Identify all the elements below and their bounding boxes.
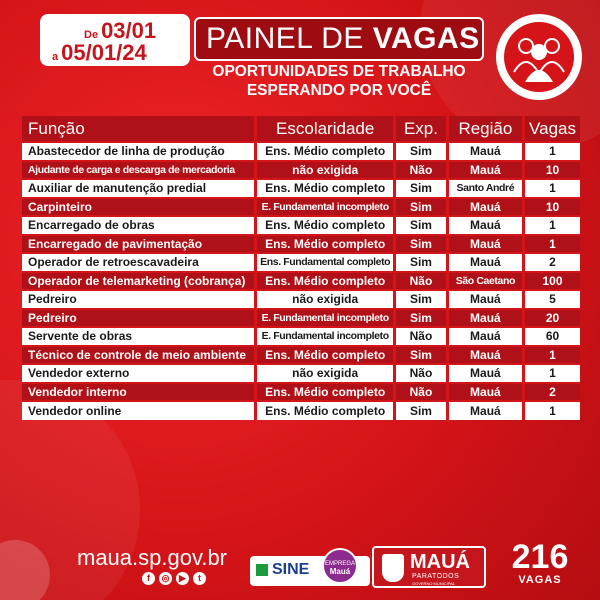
total-vagas-badge [504, 540, 576, 590]
cell-exp: Não [395, 383, 448, 402]
table-header-row [22, 116, 580, 142]
col-regiao: Região [447, 116, 523, 142]
cell-vagas: 5 [524, 290, 580, 309]
cell-escolaridade: não exigida [256, 161, 395, 180]
cell-escolaridade: não exigida [256, 364, 395, 383]
cell-vagas: 1 [524, 346, 580, 365]
cell-exp: Sim [395, 290, 448, 309]
table-row [22, 253, 580, 272]
cell-funcao: Operador de retroescavadeira [22, 253, 256, 272]
cell-escolaridade: Ens. Médio completo [256, 383, 395, 402]
cell-regiao: São Caetano [447, 272, 523, 291]
emprega-maua-logo [322, 548, 358, 584]
table-row [22, 216, 580, 235]
cell-exp: Sim [395, 179, 448, 198]
total-vagas-number: 216 [511, 538, 569, 576]
instagram-icon[interactable]: ◎ [159, 572, 172, 585]
cell-regiao: Mauá [447, 161, 523, 180]
table-row [22, 161, 580, 180]
cell-regiao: Mauá [447, 309, 523, 328]
cell-escolaridade: não exigida [256, 290, 395, 309]
cell-vagas: 1 [524, 179, 580, 198]
col-escolaridade: Escolaridade [256, 116, 395, 142]
cell-vagas: 2 [524, 253, 580, 272]
table-row [22, 364, 580, 383]
cell-vagas: 1 [524, 235, 580, 254]
emprega-line1: EMPREGA [324, 561, 355, 567]
table-row [22, 272, 580, 291]
cell-funcao: Encarregado de obras [22, 216, 256, 235]
table-row [22, 142, 580, 161]
sine-label: SINE [272, 561, 310, 578]
cell-regiao: Mauá [447, 290, 523, 309]
cell-exp: Sim [395, 346, 448, 365]
cell-funcao: Ajudante de carga e descarga de mercadoria [22, 161, 256, 180]
cell-regiao: Mauá [447, 142, 523, 161]
cell-regiao: Mauá [447, 198, 523, 217]
cell-vagas: 2 [524, 383, 580, 402]
cell-vagas: 100 [524, 272, 580, 291]
cell-exp: Sim [395, 253, 448, 272]
facebook-icon[interactable]: f [142, 572, 155, 585]
table-row [22, 179, 580, 198]
page-title [194, 17, 484, 61]
cell-funcao: Pedreiro [22, 290, 256, 309]
subtitle [196, 62, 482, 100]
cell-escolaridade: E. Fundamental incompleto [256, 198, 395, 217]
social-links [142, 572, 206, 585]
col-exp: Exp. [395, 116, 448, 142]
table-row [22, 309, 580, 328]
cell-escolaridade: E. Fundamental incompleto [256, 327, 395, 346]
cell-vagas: 1 [524, 401, 580, 420]
cell-vagas: 20 [524, 309, 580, 328]
cell-funcao: Vendedor online [22, 401, 256, 420]
cell-regiao: Mauá [447, 346, 523, 365]
cell-regiao: Mauá [447, 383, 523, 402]
cell-regiao: Mauá [447, 216, 523, 235]
cell-escolaridade: Ens. Médio completo [256, 272, 395, 291]
cell-regiao: Santo André [447, 179, 523, 198]
cell-exp: Sim [395, 216, 448, 235]
cell-vagas: 1 [524, 216, 580, 235]
col-vagas: Vagas [524, 116, 580, 142]
col-funcao: Função [22, 116, 256, 142]
cell-escolaridade: Ens. Fundamental completo [256, 253, 395, 272]
cell-regiao: Mauá [447, 253, 523, 272]
date-to: 05/01/24 [61, 40, 147, 65]
cell-escolaridade: Ens. Médio completo [256, 235, 395, 254]
total-vagas-label: VAGAS [518, 574, 562, 586]
cell-funcao: Carpinteiro [22, 198, 256, 217]
table-row [22, 346, 580, 365]
cell-escolaridade: Ens. Médio completo [256, 142, 395, 161]
cell-vagas: 10 [524, 198, 580, 217]
twitter-icon[interactable]: t [193, 572, 206, 585]
cell-vagas: 1 [524, 364, 580, 383]
cell-vagas: 10 [524, 161, 580, 180]
cell-escolaridade: E. Fundamental incompleto [256, 309, 395, 328]
cell-vagas: 1 [524, 142, 580, 161]
cell-funcao: Vendedor externo [22, 364, 256, 383]
brazil-flag-icon [256, 564, 268, 576]
cell-funcao: Auxiliar de manutenção predial [22, 179, 256, 198]
cell-exp: Não [395, 364, 448, 383]
date-to-prefix: a [52, 51, 59, 63]
vacancies-table [22, 116, 580, 420]
table-row [22, 235, 580, 254]
cell-exp: Sim [395, 198, 448, 217]
people-icon [496, 14, 582, 100]
cell-escolaridade: Ens. Médio completo [256, 216, 395, 235]
cell-regiao: Mauá [447, 235, 523, 254]
youtube-icon[interactable]: ▶ [176, 572, 189, 585]
cell-funcao: Abastecedor de linha de produção [22, 142, 256, 161]
cell-funcao: Encarregado de pavimentação [22, 235, 256, 254]
cell-regiao: Mauá [447, 327, 523, 346]
maua-logo [372, 546, 486, 588]
cell-funcao: Operador de telemarketing (cobrança) [22, 272, 256, 291]
cell-escolaridade: Ens. Médio completo [256, 179, 395, 198]
subtitle-line1: OPORTUNIDADES DE TRABALHO [212, 63, 466, 80]
subtitle-line2: ESPERANDO POR VOCÊ [246, 82, 432, 99]
cell-exp: Sim [395, 401, 448, 420]
website-url[interactable]: maua.sp.gov.br [77, 545, 228, 570]
table-row [22, 383, 580, 402]
cell-funcao: Vendedor interno [22, 383, 256, 402]
cell-exp: Não [395, 272, 448, 291]
table-row [22, 327, 580, 346]
table-row [22, 290, 580, 309]
title-bold: VAGAS [372, 22, 480, 55]
date-range-box [40, 14, 190, 66]
table-row [22, 401, 580, 420]
cell-funcao: Pedreiro [22, 309, 256, 328]
cell-exp: Sim [395, 309, 448, 328]
title-light: PAINEL DE [206, 22, 364, 55]
cell-escolaridade: Ens. Médio completo [256, 346, 395, 365]
maua-name: MAUÁ [410, 551, 470, 573]
maua-tagline: PARATODOS [412, 573, 460, 580]
cell-regiao: Mauá [447, 401, 523, 420]
cell-regiao: Mauá [447, 364, 523, 383]
cell-escolaridade: Ens. Médio completo [256, 401, 395, 420]
cell-funcao: Servente de obras [22, 327, 256, 346]
crest-icon [382, 554, 404, 582]
emprega-line2: Mauá [329, 567, 351, 576]
cell-exp: Sim [395, 142, 448, 161]
date-from: 03/01 [101, 18, 157, 43]
cell-exp: Sim [395, 235, 448, 254]
cell-exp: Não [395, 327, 448, 346]
cell-exp: Não [395, 161, 448, 180]
cell-vagas: 60 [524, 327, 580, 346]
maua-sub: GOVERNO MUNICIPAL [412, 581, 456, 586]
table-row [22, 198, 580, 217]
cell-funcao: Técnico de controle de meio ambiente [22, 346, 256, 365]
date-from-prefix: De [84, 29, 99, 41]
